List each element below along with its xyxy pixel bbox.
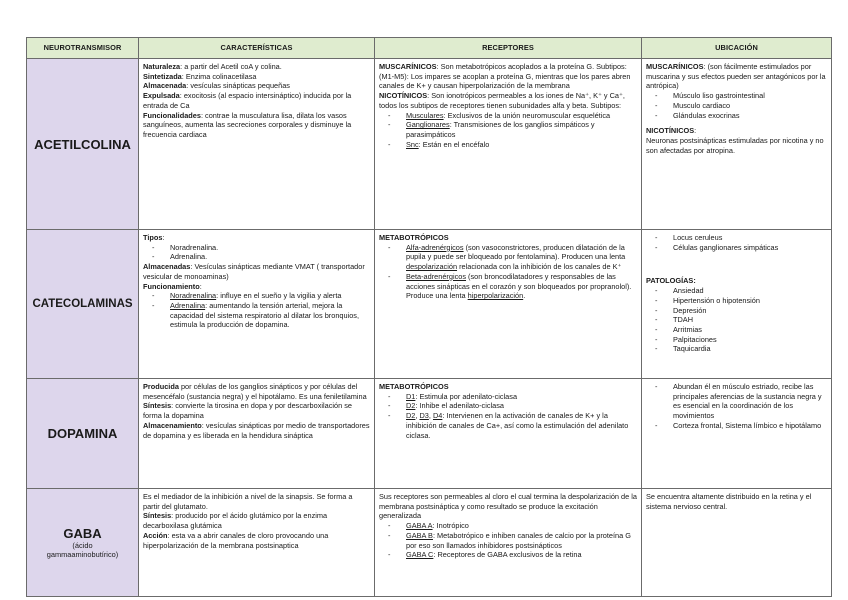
name-dopamina: DOPAMINA [27, 379, 139, 489]
acetilcolina-caracteristicas: Naturaleza: a partir del Acetil coA y colina. Sintetizada: Enzima colinacetilasa Almacenada: vesículas sinápticas pequeñas Expulsada: exocitosis (al espacio intersináptico) inducida por la entrada de Ca Funcionalidades: contrae la musculatura lisa, dilata los vasos sanguíneos, aumenta las secreciones corporales y disminuye la frecuencia cardiaca [139, 59, 375, 230]
gaba-subtitle-2: gammaaminobutírico) [46, 550, 119, 559]
list-item: - Taquicardia [646, 344, 827, 354]
list-item: - Corteza frontal, Sistema límbico e hipotálamo [646, 421, 827, 431]
row-acetilcolina [27, 59, 832, 230]
list-item: - Ansiedad [646, 286, 827, 296]
list-item: - Hipertensión o hipotensión [646, 296, 827, 306]
catecolaminas-receptores: METABOTRÓPICOS - Alfa-adrenérgicos (son vasoconstrictores, producen dilatación de la pupila y puede ser bloqueado por fentolamina). Producen una lenta despolarización relacionada con la inhibición de los canales de K⁺ - Beta-adrenérgicos (son broncodilatadores y responsables de las acciones sinápticas en el corazón y son bloqueados por propranolol). Produce una lenta hiperpolarización. [375, 230, 642, 379]
header-receptores: RECEPTORES [375, 38, 642, 59]
gaba-receptores: Sus receptores son permeables al cloro el cual termina la despolarización de la membrana postsináptica y como resultado se produce la excitación generalizada - GABA A: Inotrópico - GABA B: Metabotrópico e inhiben canales de calcio por la proteína G por eso son llamados inhibidores postsinápticos - GABA C: Receptores de GABA exclusivos de la retina [375, 489, 642, 597]
row-gaba [27, 489, 832, 597]
list-item: - Beta-adrenérgicos (son broncodilatadores y responsables de las acciones sinápticas en el corazón y son bloqueados por propranolol). Produce una lenta hiperpolarización. [379, 272, 637, 301]
list-item: - GABA B: Metabotrópico e inhiben canales de calcio por la proteína G por eso son llamados inhibidores postsinápticos [379, 531, 637, 550]
header-ubicacion: UBICACIÓN [642, 38, 832, 59]
gaba-caracteristicas: Es el mediador de la inhibición a nivel de la sinapsis. Se forma a partir del glutamato. Síntesis: producido por el ácido glutámico por la enzima decarboxilasa glutámica Acción: esta va a abrir canales de cloro provocando una hiperpolarización de la membrana postsinaptica [139, 489, 375, 597]
list-item: - Musculares: Exclusivos de la unión neuromuscular esquelética [379, 111, 637, 121]
list-item: - Arritmias [646, 325, 827, 335]
catecolaminas-ubicacion: - Locus ceruleus - Células ganglionares simpáticas PATOLOGÍAS: - Ansiedad - Hipertensión o hipotensión - Depresión - TDAH - Arritmias - Palpitaciones - Taquicardia [642, 230, 832, 379]
list-item: - D2, D3, D4: Intervienen en la activación de canales de K+ y la inhibición de canales de Ca+, así como la estimulación del adenilato ciclasa. [379, 411, 637, 440]
list-item: - GABA C: Receptores de GABA exclusivos de la retina [379, 550, 637, 560]
header-row [27, 38, 832, 59]
acetilcolina-receptores: MUSCARÍNICOS: Son metabotrópicos acoplados a la proteína G. Subtipos: (M1-M5): Los impares se acoplan a proteína G, mientras que los pares abren canales de K+ y causan hiperpolarización de la membrana NICOTÍNICOS: Son ionotrópicos permeables a los iones de Na⁺, K⁺ y Ca⁺, todos los subtipos de receptores tienen subunidades alfa y beta. Subtipos: - Musculares: Exclusivos de la unión neuromuscular esquelética - Ganglionares: Transmisiones de los ganglios simpáticos y parasimpáticos - Snc: Están en el encéfalo [375, 59, 642, 230]
list-item: - D1: Estimula por adenilato-ciclasa [379, 392, 637, 402]
header-caracteristicas: CARACTERÍSTICAS [139, 38, 375, 59]
list-item: - Palpitaciones [646, 335, 827, 345]
row-dopamina [27, 379, 832, 489]
name-acetilcolina: ACETILCOLINA [27, 59, 139, 230]
list-item: - Células ganglionares simpáticas [646, 243, 827, 253]
gaba-title: GABA [63, 526, 102, 541]
list-item: - D2: Inhibe el adenilato-ciclasa [379, 401, 637, 411]
list-item: - GABA A: Inotrópico [379, 521, 637, 531]
catecolaminas-caracteristicas: Tipos: - Noradrenalina. - Adrenalina. Almacenadas: Vesículas sinápticas mediante VMAT ( transportador vesicular de monoaminas) Funcionamiento: - Noradrenalina: influye en el sueño y la vigilia y alerta - Adrenalina: aumentando la tensión arterial, mejora la capacidad del sistema respiratorio al dilatar los bronquios, estimula la producción de dopamina. [139, 230, 375, 379]
list-item: - Noradrenalina. [143, 243, 370, 253]
list-item: - Snc: Están en el encéfalo [379, 140, 637, 150]
neurotransmitter-table [26, 37, 832, 597]
list-item: - Noradrenalina: influye en el sueño y la vigilia y alerta [143, 291, 370, 301]
list-item: - Depresión [646, 306, 827, 316]
acetilcolina-ubicacion: MUSCARÍNICOS: (son fácilmente estimulados por muscarina y sus efectos pueden ser antagónicos por la antrópica) - Músculo liso gastrointestinal - Musculo cardiaco - Glándulas exocrinas NICOTÍNICOS: Neuronas postsinápticas estimuladas por nicotina y no son afectadas por atropina. [642, 59, 832, 230]
gaba-subtitle-1: (ácido [72, 541, 93, 550]
list-item: - Abundan él en músculo estriado, recibe las principales aferencias de la sustancia negra y es esencial en la coordinación de los movimientos [646, 382, 827, 421]
row-catecolaminas [27, 230, 832, 379]
list-item: - Locus ceruleus [646, 233, 827, 243]
header-neurotransmisor: NEUROTRANSMISOR [27, 38, 139, 59]
dopamina-receptores: METABOTRÓPICOS - D1: Estimula por adenilato-ciclasa - D2: Inhibe el adenilato-ciclasa - D2, D3, D4: Intervienen en la activación de canales de K+ y la inhibición de canales de Ca+, así como la estimulación del adenilato ciclasa. [375, 379, 642, 489]
dopamina-caracteristicas: Producida por células de los ganglios sinápticos y por células del mesencéfalo (sustancia negra) y el hipotálamo. Es una feniletilamina Síntesis: convierte la tirosina en dopa y por descarboxilación se forma la dopamina Almacenamiento: vesículas sinápticas por medio de transportadores de dopamina y es liberada en la hendidura sináptica [139, 379, 375, 489]
list-item: - Musculo cardiaco [646, 101, 827, 111]
list-item: - Adrenalina: aumentando la tensión arterial, mejora la capacidad del sistema respiratorio al dilatar los bronquios, estimula la producción de dopamina. [143, 301, 370, 330]
gaba-ubicacion: Se encuentra altamente distribuido en la retina y el sistema nervioso central. [642, 489, 832, 597]
list-item: - Alfa-adrenérgicos (son vasoconstrictores, producen dilatación de la pupila y puede ser bloqueado por fentolamina). Producen una lenta despolarización relacionada con la inhibición de los canales de K⁺ [379, 243, 637, 272]
list-item: - TDAH [646, 315, 827, 325]
list-item: - Adrenalina. [143, 252, 370, 262]
list-item: - Ganglionares: Transmisiones de los ganglios simpáticos y parasimpáticos [379, 120, 637, 139]
list-item: - Glándulas exocrinas [646, 111, 827, 121]
name-gaba [27, 489, 139, 597]
dopamina-ubicacion [642, 379, 832, 489]
list-item: - Músculo liso gastrointestinal [646, 91, 827, 101]
name-catecolaminas: CATECOLAMINAS [27, 230, 139, 379]
